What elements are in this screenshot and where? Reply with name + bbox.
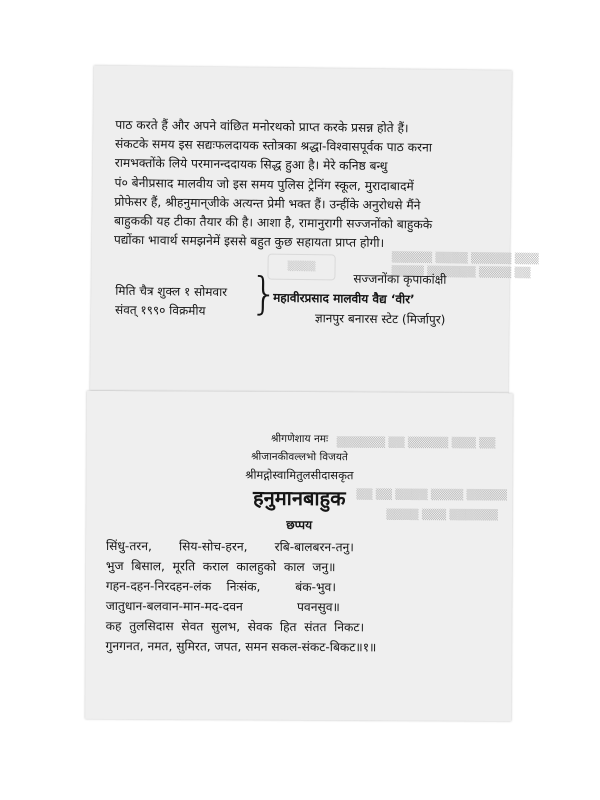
date-line: संवत् १९९० विक्रमीय [114, 302, 206, 318]
invocation-janaki: श्रीजानकीवल्लभो विजयते [251, 450, 348, 464]
verse-line: भुज बिसाल, मूरति कराल कालहुको काल जनु॥ [105, 558, 336, 575]
signature-line: सज्जनोंका कृपाकांक्षी [353, 271, 447, 287]
author-line: श्रीमद्गोस्वामितुलसीदासकृत [245, 467, 354, 483]
faint-stamp: ▒▒▒▒ [267, 254, 335, 281]
paragraph-line: पाठ करते हैं और अपने वांछित मनोरथको प्राप्त करके प्रसन्न होते हैं। [115, 117, 409, 136]
verse-line: जातुधान-बलवान-मान-मद-दवन पवनसुव॥ [105, 598, 340, 615]
signature-address: ज्ञानपुर बनारस स्टेट (मिर्जापुर) [314, 311, 446, 327]
paragraph-line: पं० बेनीप्रसाद मालवीय जो इस समय पुलिस ट्रेनिंग स्कूल, मुरादाबादमें [114, 175, 414, 193]
verse-line: गहन-दहन-निरदहन-लंक निःसंक, बंक-भुव। [105, 578, 337, 595]
invocation-ganesha: श्रीगणेशाय नमः [270, 432, 329, 446]
verse-line: कह तुलसिदास सेवत सुलभ, सेवक हित संतत निकट। [105, 618, 365, 635]
bleed-through-text: ▒▒▒▒ ▒▒▒▒▒▒ ▒▒▒▒ ▒▒ [391, 265, 531, 279]
top-page [90, 65, 540, 395]
verse-line: गुनगनत, नमत, सुमिरत, जपत, समन सकल-संकट-बिकट॥१॥ [105, 638, 377, 655]
date-line: मिति चैत्र शुक्ल १ सोमवार [115, 283, 228, 300]
bleed-through-text: ▒▒▒▒▒▒ ▒▒ ▒▒▒▒▒ ▒▒▒ ▒▒ [336, 436, 496, 450]
paragraph-line: बाहुककी यह टीका तैयार की है। आशा है, रामानुरागी सज्जनोंको बाहुकके [114, 213, 433, 232]
signature-block [273, 268, 504, 331]
date-block [115, 282, 227, 321]
verse-line: सिंधु-तरन, सिय-सोच-हरन, रबि-बालबरन-तनु। [106, 538, 354, 555]
paragraph-line: रामभक्तोंके लिये परमानन्ददायक सिद्ध हुआ है। मेरे कनिष्ठ बन्धु [114, 156, 388, 174]
signature-name: महावीरप्रसाद मालवीय वैद्य ‘वीर’ [273, 290, 415, 307]
preface-paragraph [114, 116, 502, 255]
bleed-through-text: ▒▒▒▒ ▒▒▒ ▒▒▒▒▒▒ [386, 508, 498, 522]
verse [105, 536, 506, 658]
bleed-through-text: ▒▒▒▒▒ ▒▒▒▒ ▒▒▒▒▒ ▒▒▒ [391, 251, 540, 265]
bottom-page [85, 391, 513, 721]
paragraph-line: संकटके समय इस सद्यःफलदायक स्तोत्रका श्रद्धा-विश्वासपूर्वक पाठ करना [114, 136, 433, 155]
paragraph-line: पद्योंका भावार्थ समझनेमें इससे बहुत कुछ सहायता प्राप्त होगी। [113, 232, 385, 251]
curly-brace: } [249, 268, 279, 320]
page-title: हनुमानबाहुक [252, 485, 346, 511]
meter-heading: छप्पय [286, 517, 313, 533]
paragraph-line: प्रोफेसर हैं, श्रीहनुमान्‌जीके अत्यन्त प्रेमी भक्त हैं। उन्हींके अनुरोधसे मैंने [114, 194, 421, 213]
bleed-through-text: ▒▒ ▒▒ ▒▒▒▒ ▒▒▒▒ ▒▒▒▒▒ [356, 488, 507, 502]
